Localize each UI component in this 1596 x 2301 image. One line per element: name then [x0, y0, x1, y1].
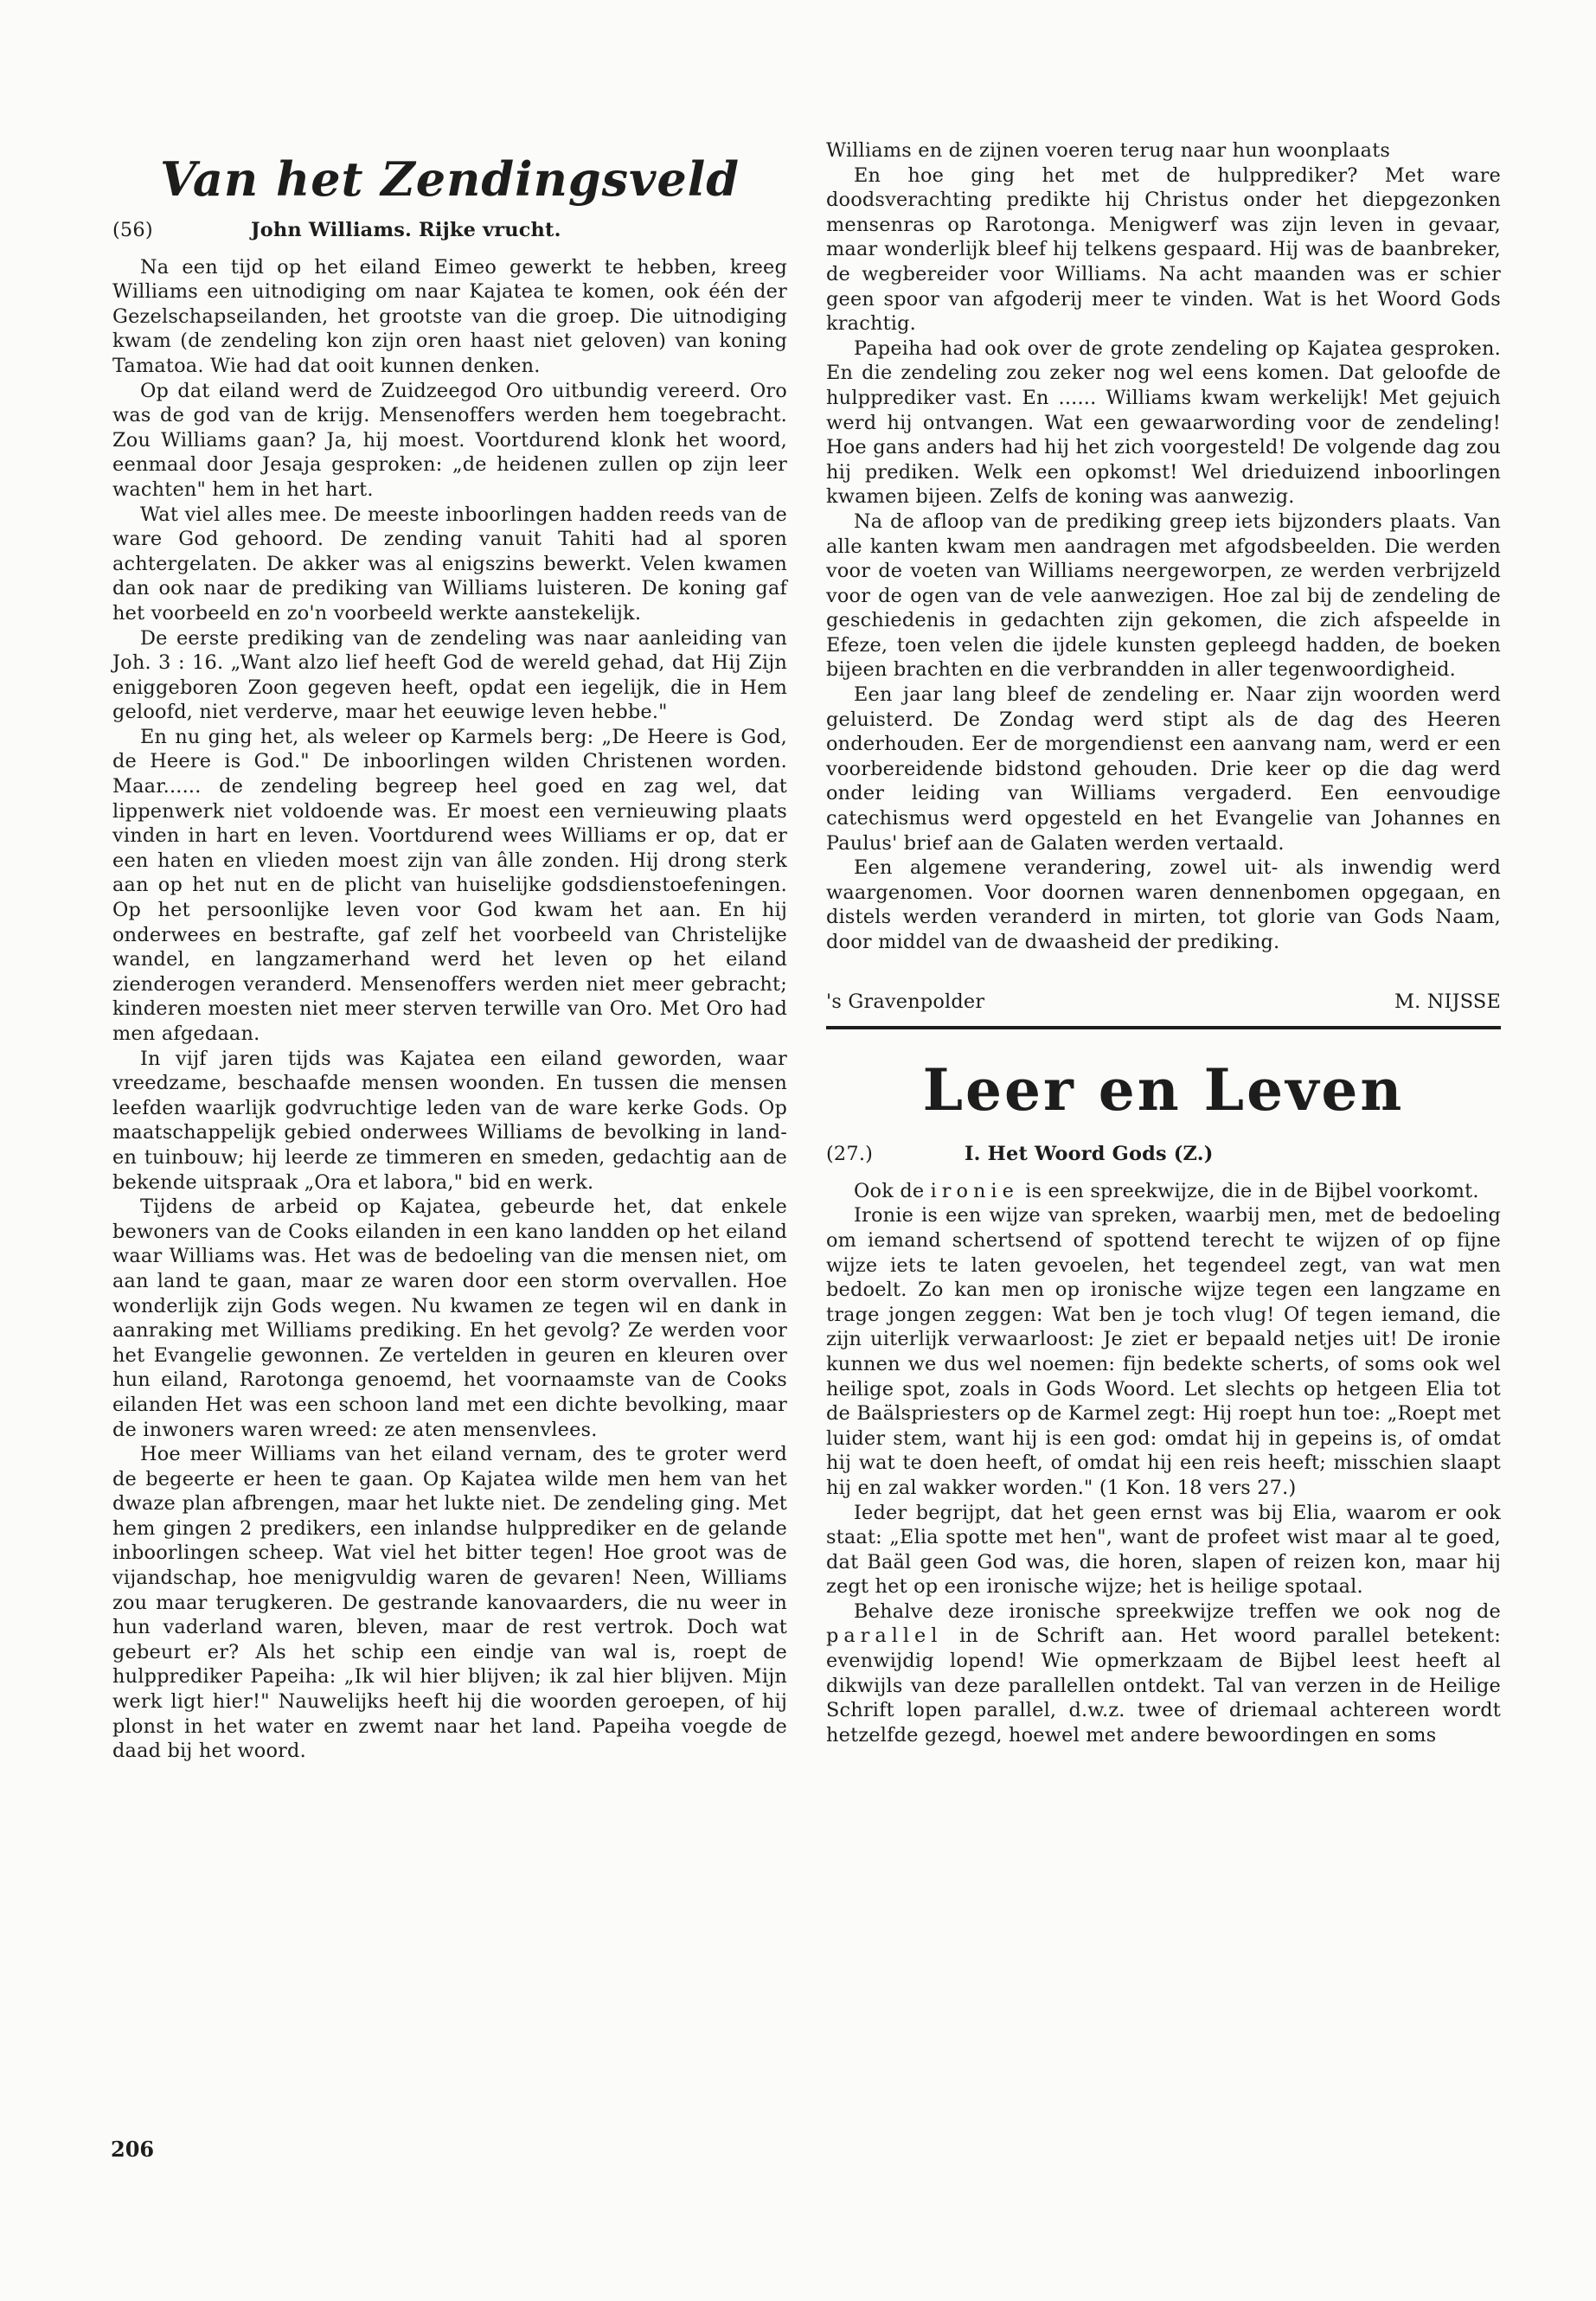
paragraph: Na een tijd op het eiland Eimeo gewerkt te hebben, kreeg Williams een uitnodiging om naar Kajatea te komen, ook één der Gezelschapseilanden, het grootste van die groep. Die uitnodiging kwam (de zendeling kon zijn oren haast niet geloven) van koning Tamatoa. Wie had dat ooit kunnen denken.: [112, 255, 787, 377]
paragraph: Tijdens de arbeid op Kajatea, gebeurde het, dat enkele bewoners van de Cooks eilanden in een kano landden op het eiland waar Williams was. Het was de bedoeling van die mensen niet, om aan land te gaan, maar ze waren door een storm overvallen. Hoe wonderlijk zijn Gods wegen. Nu kwamen ze tegen wil en dank in aanraking met Williams prediking. En het gevolg? Ze werden voor het Evangelie gewonnen. Ze vertelden in geuren en kleuren over hun eiland, Rarotonga genoemd, het voornaamste van de Cooks eilanden Het was een schoon land met een dichte bevolking, maar de inwoners waren wreed: ze aten mensenvlees.: [112, 1195, 787, 1441]
paragraph: Wat viel alles mee. De meeste inboorlingen hadden reeds van de ware God gehoord. De zending vanuit Tahiti had al sporen achtergelaten. De akker was al enigszins bewerkt. Velen kwamen dan ook naar de prediking van Williams luisteren. De koning gaf het voorbeeld en zo'n voorbeeld werkte aanstekelijk.: [112, 503, 787, 625]
paragraph: Een algemene verandering, zowel uit- als inwendig werd waargenomen. Voor doornen waren dennenbomen opgegaan, en distels werden veranderd in mirten, tot glorie van Gods Naam, door middel van de dwaasheid der prediking.: [826, 856, 1501, 953]
article-subtitle: John Williams. Rijke vrucht.: [251, 219, 561, 241]
paragraph: Ironie is een wijze van spreken, waarbij men, met de bedoeling om iemand schertsend of spottend terecht te wijzen of op fijne wijze iets te laten gevoelen, het tegendeel zegt, van wat men bedoelt. Zo kan men op ironische wijze tegen een langzame en trage jongen zeggen: Wat ben je toch vlug! Of tegen iemand, die zijn uiterlijk verwaarloost: Je ziet er bepaald netjes uit! De ironie kunnen we dus wel noemen: fijn bedekte scherts, of soms ook wel heilige spot, zoals in Gods Woord. Let slechts op hetgeen Elia tot de Baälspriesters op de Karmel zegt: Hij roept hun toe: „Roept met luider stem, want hij is een god: omdat hij in gepeins is, of omdat hij wat te doen heeft, of omdat hij een reis heeft; misschien slaapt hij en zal wakker worden." (1 Kon. 18 vers 27.): [826, 1204, 1501, 1499]
paragraph: Op dat eiland werd de Zuidzeegod Oro uitbundig vereerd. Oro was de god van de krijg. Mensenoffers werden hem toegebracht. Zou Williams gaan? Ja, hij moest. Voortdurend klonk het woord, eenmaal door Jesaja gesproken: „de heidenen zullen op zijn leer wachten" hem in het hart.: [112, 379, 787, 501]
section-divider: [826, 1026, 1501, 1029]
spaced-term: parallel: [826, 1625, 943, 1648]
text-run: Behalve deze ironische spreekwijze treffen we ook nog de: [854, 1599, 1501, 1623]
left-column: [112, 138, 787, 1764]
right-column: [826, 138, 1501, 1747]
signature: [826, 990, 1501, 1015]
signature-name: M. NIJSSE: [1394, 990, 1501, 1013]
page-number: 206: [111, 2137, 155, 2162]
section-title-zendingsveld: Van het Zendingsveld: [159, 151, 740, 207]
text-run: Ook de: [854, 1179, 925, 1202]
signature-place: 's Gravenpolder: [826, 990, 985, 1013]
paragraph: Papeiha had ook over de grote zendeling op Kajatea gesproken. En die zendeling zou zeker nog wel eens komen. Dat geloofde de hulpprediker vast. En ...... Williams kwam werkelijk! Met gejuich werd hij ontvangen. Wat een gewaarwording voor de zendeling! Hoe gans anders had hij het zich voorgesteld! De volgende dag zou hij prediken. Welk een opkomst! Wel drieduizend inboorlingen kwamen bijeen. Zelfs de koning was aanwezig.: [826, 336, 1501, 509]
paragraph: En nu ging het, als weleer op Karmels berg: „De Heere is God, de Heere is God." De inboorlingen wilden Christenen worden. Maar...... de zendeling begreep heel goed en zag wel, dat lippenwerk niet voldoende was. Er moest een vernieuwing plaats vinden in hart en leven. Voortdurend wees Williams er op, dat er een haten en vlieden moest zijn van âlle zonden. Hij drong sterk aan op het nut en de plicht van huiselijke godsdienstoefeningen. Op het persoonlijke leven voor God kwam het aan. En hij onderwees en bestrafte, gaf zelf het voorbeeld van Christelijke wandel, en langzamerhand werd het leven op het eiland zienderogen veranderd. Mensenoffers werden niet meer gebracht; kinderen moesten niet meer sterven terwille van Oro. Met Oro had men afgedaan.: [112, 725, 787, 1045]
article-number: (27.): [826, 1143, 874, 1166]
section-title-leer-en-leven: Leer en Leven: [922, 1056, 1405, 1125]
article-subhead: [112, 218, 787, 243]
paragraph: Williams en de zijnen voeren terug naar hun woonplaats: [826, 139, 1391, 162]
text-run: is een spreekwijze, die in de Bijbel voorkomt.: [1025, 1179, 1479, 1202]
paragraph: Na de afloop van de prediking greep iets bijzonders plaats. Van alle kanten kwam men aandragen met afgodsbeelden. Die werden voor de voeten van Williams neergeworpen, ze werden verbrijzeld voor de ogen van de vele aanwezigen. Hoe zal bij de zendeling de geschiedenis in gedachten zijn gekomen, die zich afspeelde in Efeze, toen velen die ijdele kunsten gepleegd hadden, de boeken bijeen brachten en die verbrandden in aller tegenwoordigheid.: [826, 510, 1501, 682]
paragraph-parallel: [826, 1599, 1501, 1748]
paragraph: De eerste prediking van de zendeling was naar aanleiding van Joh. 3 : 16. „Want alzo lief heeft God de wereld gehad, dat Hij Zijn eniggeboren Zoon gegeven heeft, opdat een iegelijk, die in Hem geloofd, niet verderve, maar het eeuwige leven hebbe.": [112, 626, 787, 724]
paragraph-ironie-intro: [826, 1179, 1501, 1204]
paragraph: Een jaar lang bleef de zendeling er. Naar zijn woorden werd geluisterd. De Zondag werd stipt als de dag des Heeren onderhouden. Eer de morgendienst een aanvang nam, werd er een voorbereidende bidstond gehouden. Drie keer op die dag werd onder leiding van Williams vergaderd. Een eenvoudige catechismus werd opgesteld en het Evangelie van Johannes en Paulus' brief aan de Galaten werden vertaald.: [826, 683, 1501, 855]
article-subtitle: I. Het Woord Gods (Z.): [965, 1143, 1214, 1166]
paragraph: En hoe ging het met de hulpprediker? Met ware doodsverachting predikte hij Christus onder het diepgezonken mensenras op Rarotonga. Menigwerf was zijn leven in gevaar, maar wonderlijk bleef hij telkens gespaard. Hij was de baanbreker, de wegbereider voor Williams. Na acht maanden was er schier geen spoor van afgoderij meer te vinden. Wat is het Woord Gods krachtig.: [826, 163, 1501, 336]
paragraph: Ieder begrijpt, dat het geen ernst was bij Elia, waarom er ook staat: „Elia spotte met hen", want de profeet wist maar al te goed, dat Baäl geen God was, die horen, slapen of reizen kon, maar hij zegt het op een ironische wijze; het is heilige spotaal.: [826, 1501, 1501, 1599]
article-subhead: [826, 1142, 1501, 1167]
article-number: (56): [112, 219, 153, 241]
spaced-term: ironie: [930, 1179, 1019, 1202]
text-run: in de Schrift aan. Het woord parallel betekent: evenwijdig lopend! Wie opmerkzaam de Bijbel leest heeft al dikwijls van deze parallellen ontdekt. Tal van verzen in de Heilige Schrift lopen parallel, d.w.z. twee of driemaal achtereen wordt hetzelfde gezegd, hoewel met andere bewoordingen en soms: [826, 1625, 1501, 1747]
paragraph: Hoe meer Williams van het eiland vernam, des te groter werd de begeerte er heen te gaan. Op Kajatea wilde men hem van het dwaze plan afbrengen, maar het lukte niet. De zendeling ging. Met hem gingen 2 predikers, een inlandse hulpprediker en de gelande inboorlingen scheep. Wat viel het bitter tegen! Hoe groot was de vijandschap, hoe menigvuldig waren de gevaren! Neen, Williams zou maar terugkeren. De gestrande kanovaarders, die nu weer in hun vaderland waren, bleven, maar de rest vertrok. Doch wat gebeurt er? Als het schip een eindje van wal is, roept de hulpprediker Papeiha: „Ik wil hier blijven; ik zal hier blijven. Mijn werk ligt hier!" Nauwelijks heeft hij die woorden geroepen, of hij plonst in het water en zwemt naar het land. Papeiha voegde de daad bij het woord.: [112, 1443, 787, 1763]
paragraph: In vijf jaren tijds was Kajatea een eiland geworden, waar vreedzame, beschaafde mensen woonden. En tussen die mensen leefden waarlijk godvruchtige leden van de ware kerke Gods. Op maatschappelijk gebied onderwees Williams de bevolking in land- en tuinbouw; hij leerde ze timmeren en smeden, gedachtig aan de bekende uitspraak „Ora et labora," bid en werk.: [112, 1047, 787, 1194]
